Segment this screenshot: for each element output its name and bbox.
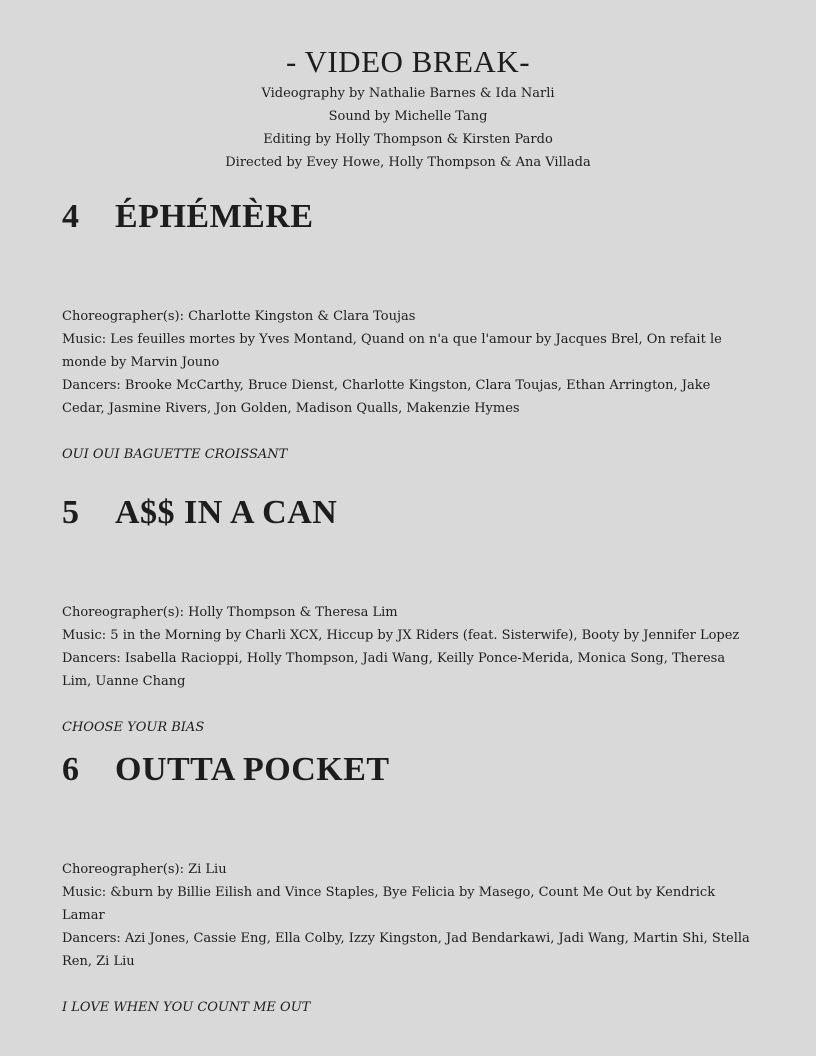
act-number: 4 bbox=[62, 198, 80, 235]
editing-credit: Editing by Holly Thompson & Kirsten Pardo bbox=[263, 132, 553, 147]
act-details bbox=[62, 601, 752, 693]
music: Music: &burn by Billie Eilish and Vince Staples, Bye Felicia by Masego, Count Me Out by Kendrick Lamar bbox=[62, 885, 716, 923]
choreographers: Choreographer(s): Holly Thompson & Theresa Lim bbox=[62, 605, 398, 620]
act-tagline: CHOOSE YOUR BIAS bbox=[62, 720, 205, 735]
act-tagline: OUI OUI BAGUETTE CROISSANT bbox=[62, 447, 288, 462]
act-section-5 bbox=[62, 493, 752, 739]
act-details bbox=[62, 305, 752, 420]
dancers: Dancers: Azi Jones, Cassie Eng, Ella Colby, Izzy Kingston, Jad Bendarkawi, Jadi Wang, Martin Shi, Stella Ren, Zi Liu bbox=[62, 931, 750, 969]
act-number: 6 bbox=[62, 751, 80, 788]
act-tagline: I LOVE WHEN YOU COUNT ME OUT bbox=[62, 1000, 311, 1015]
video-break-title: - VIDEO BREAK- bbox=[285, 44, 531, 79]
music: Music: Les feuilles mortes by Yves Montand, Quand on n'a que l'amour by Jacques Brel, On refait le monde by Marvin Jouno bbox=[62, 332, 722, 370]
act-section-4 bbox=[62, 197, 752, 466]
act-name: A$$ IN A CAN bbox=[115, 494, 338, 531]
sound-credit: Sound by Michelle Tang bbox=[328, 109, 488, 124]
videography-credit: Videography by Nathalie Barnes & Ida Narli bbox=[261, 86, 555, 101]
act-name: ÉPHÉMÈRE bbox=[115, 198, 314, 235]
directing-credit: Directed by Evey Howe, Holly Thompson & Ana Villada bbox=[225, 155, 591, 170]
act-title bbox=[62, 493, 752, 533]
choreographers: Choreographer(s): Charlotte Kingston & Clara Toujas bbox=[62, 309, 416, 324]
choreographers: Choreographer(s): Zi Liu bbox=[62, 862, 227, 877]
act-name: OUTTA POCKET bbox=[115, 751, 390, 788]
act-section-6 bbox=[62, 750, 752, 1019]
act-title bbox=[62, 197, 752, 237]
act-details bbox=[62, 858, 752, 973]
video-break-section bbox=[0, 42, 816, 174]
dancers: Dancers: Isabella Racioppi, Holly Thompson, Jadi Wang, Keilly Ponce-Merida, Monica Song, Theresa Lim, Uanne Chang bbox=[62, 651, 726, 689]
act-number: 5 bbox=[62, 494, 80, 531]
dancers: Dancers: Brooke McCarthy, Bruce Dienst, Charlotte Kingston, Clara Toujas, Ethan Arrington, Jake Cedar, Jasmine Rivers, Jon Golden, Madison Qualls, Makenzie Hymes bbox=[62, 378, 711, 416]
music: Music: 5 in the Morning by Charli XCX, Hiccup by JX Riders (feat. Sisterwife), Booty by Jennifer Lopez bbox=[62, 628, 740, 643]
act-title bbox=[62, 750, 752, 790]
